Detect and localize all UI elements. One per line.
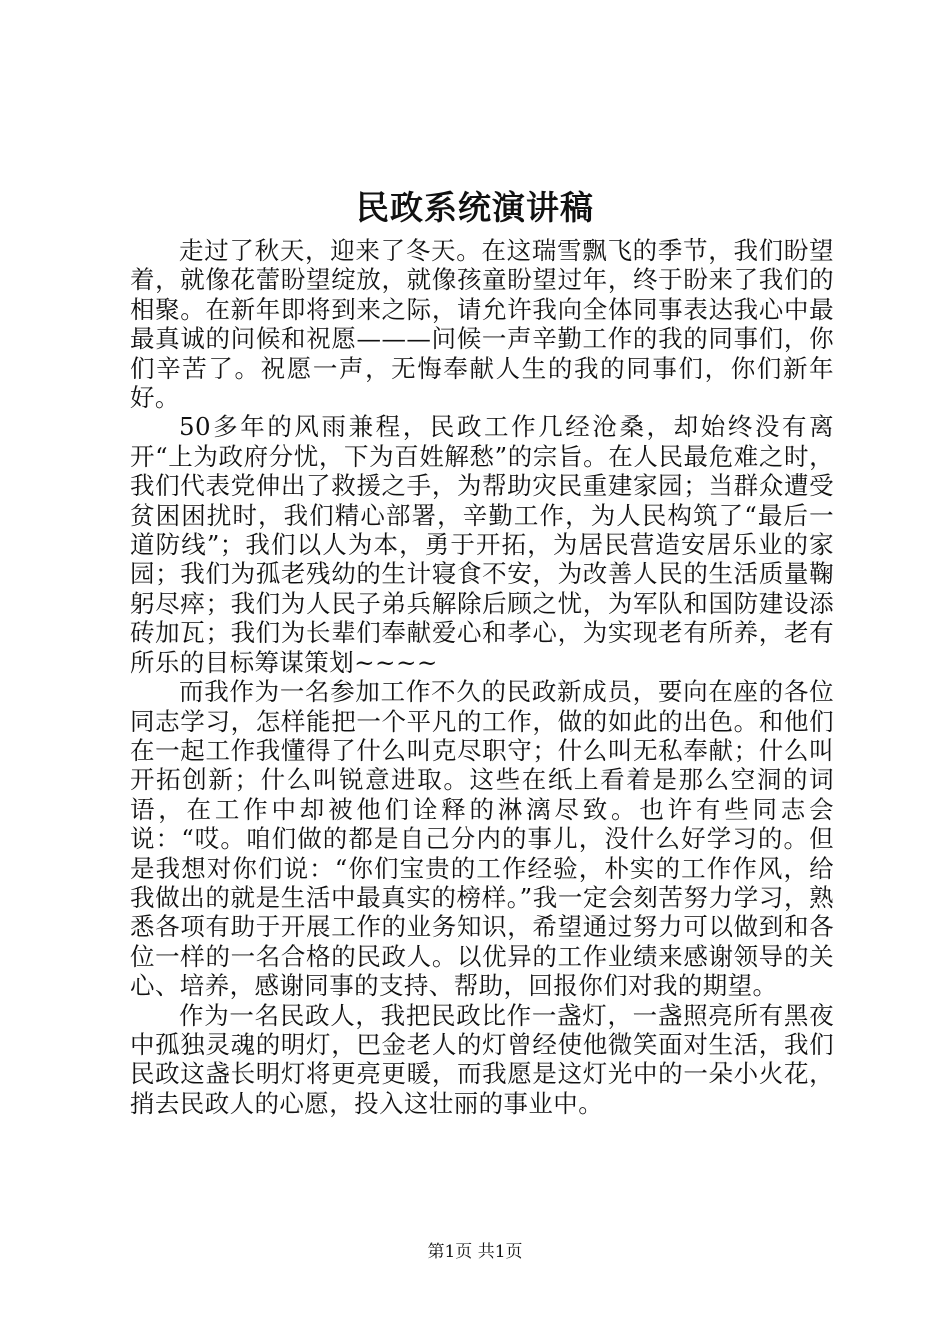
page-footer: 第1页 共1页	[427, 1242, 523, 1262]
paragraph-4: 作为一名民政人，我把民政比作一盏灯，一盏照亮所有黑夜中孤独灵魂的明灯，巴金老人的灯曾经使他微笑面对生活，我们民政这盏长明灯将更亮更暖，而我愿是这灯光中的一朵小火花，捎去民政人的心愿，投入这壮丽的事业中。	[130, 1000, 834, 1118]
document-title: 民政系统演讲稿	[356, 188, 594, 227]
paragraph-1: 走过了秋天，迎来了冬天。在这瑞雪飘飞的季节，我们盼望着，就像花蕾盼望绽放，就像孩童盼望过年，终于盼来了我们的相聚。在新年即将到来之际，请允许我向全体同事表达我心中最最真诚的问候和祝愿———问候一声辛勤工作的我的同事们，你们辛苦了。祝愿一声，无悔奉献人生的我的同事们，你们新年好。	[130, 236, 834, 413]
paragraph-3: 而我作为一名参加工作不久的民政新成员，要向在座的各位同志学习，怎样能把一个平凡的工作，做的如此的出色。和他们在一起工作我懂得了什么叫克尽职守；什么叫无私奉献；什么叫开拓创新；什么叫锐意进取。这些在纸上看着是那么空洞的词语，在工作中却被他们诠释的淋漓尽致。也许有些同志会说：“哎。咱们做的都是自己分内的事儿，没什么好学习的。但是我想对你们说：“你们宝贵的工作经验，朴实的工作作风，给我做出的就是生活中最真实的榜样。”我一定会刻苦努力学习，熟悉各项有助于开展工作的业务知识，希望通过努力可以做到和各位一样的一名合格的民政人。以优异的工作业绩来感谢领导的关心、培养，感谢同事的支持、帮助，回报你们对我的期望。	[130, 677, 834, 1001]
document-body	[130, 236, 834, 1118]
paragraph-2: 50多年的风雨兼程，民政工作几经沧桑，却始终没有离开“上为政府分忧，下为百姓解愁”的宗旨。在人民最危难之时，我们代表党伸出了救援之手，为帮助灾民重建家园；当群众遭受贫困困扰时，我们精心部署，辛勤工作，为人民构筑了“最后一道防线”；我们以人为本，勇于开拓，为居民营造安居乐业的家园；我们为孤老残幼的生计寝食不安，为改善人民的生活质量鞠躬尽瘁；我们为人民子弟兵解除后顾之忧，为军队和国防建设添砖加瓦；我们为长辈们奉献爱心和孝心，为实现老有所养，老有所乐的目标筹谋策划~~~~	[130, 412, 834, 677]
